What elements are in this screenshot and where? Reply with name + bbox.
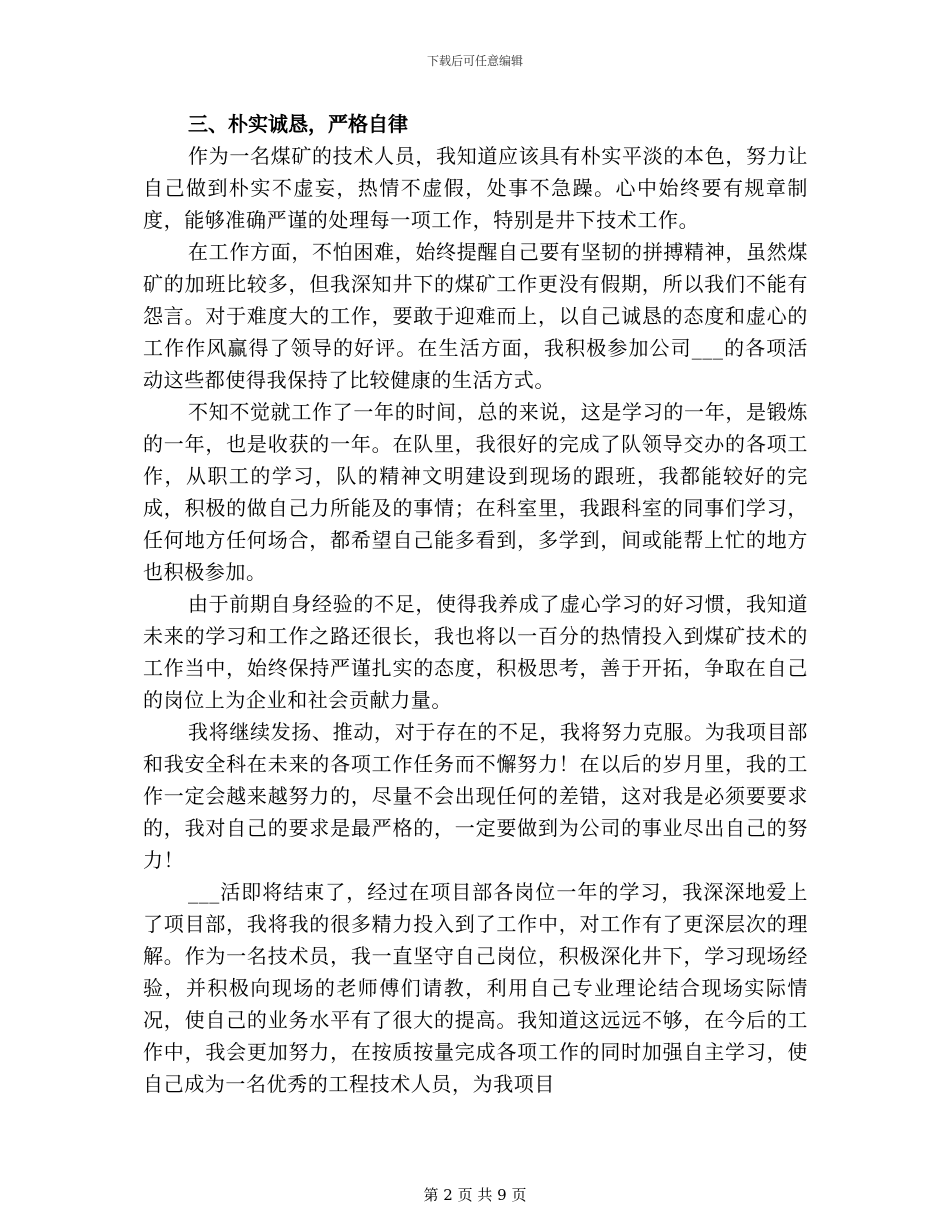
paragraph-3: 不知不觉就工作了一年的时间，总的来说，这是学习的一年，是锻炼的一年，也是收获的一年。在队里，我很好的完成了队领导交办的各项工作，从职工的学习，队的精神文明建设到现场的跟班，我都能较好的完成，积极的做自己力所能及的事情；在科室里，我跟科室的同事们学习，任何地方任何场合，都希望自己能多看到，多学到，间或能帮上忙的地方也积极参加。 xyxy=(143,400,808,584)
paragraph-1: 作为一名煤矿的技术人员，我知道应该具有朴实平淡的本色，努力让自己做到朴实不虚妄，热情不虚假，处事不急躁。心中始终要有规章制度，能够准确严谨的处理每一项工作，特别是井下技术工作。 xyxy=(143,144,808,232)
paragraph-5: 我将继续发扬、推动，对于存在的不足，我将努力克服。为我项目部和我安全科在未来的各项工作任务而不懈努力！在以后的岁月里，我的工作一定会越来越努力的，尽量不会出现任何的差错，这对我是必须要要求的，我对自己的要求是最严格的，一定要做到为公司的事业尽出自己的努力！ xyxy=(143,720,808,872)
page-header: 下载后可任意编辑 xyxy=(426,54,523,68)
paragraph-4: 由于前期自身经验的不足，使得我养成了虚心学习的好习惯，我知道未来的学习和工作之路还很长，我也将以一百分的热情投入到煤矿技术的工作当中，始终保持严谨扎实的态度，积极思考，善于开拓，争取在自己的岗位上为企业和社会贡献力量。 xyxy=(143,592,808,712)
page-number-footer: 第 2 页 共 9 页 xyxy=(423,1186,527,1204)
section-heading: 三、朴实诚恳，严格自律 xyxy=(188,112,408,136)
paragraph-2: 在工作方面，不怕困难，始终提醒自己要有坚韧的拼搏精神，虽然煤矿的加班比较多，但我深知井下的煤矿工作更没有假期，所以我们不能有怨言。对于难度大的工作，要敢于迎难而上，以自己诚恳的态度和虚心的工作作风赢得了领导的好评。在生活方面，我积极参加公司___的各项活动这些都使得我保持了比较健康的生活方式。 xyxy=(143,240,808,392)
document-body xyxy=(143,108,808,1100)
paragraph-6: ___活即将结束了，经过在项目部各岗位一年的学习，我深深地爱上了项目部，我将我的很多精力投入到了工作中，对工作有了更深层次的理解。作为一名技术员，我一直坚守自己岗位，积极深化井下，学习现场经验，并积极向现场的老师傅们请教，利用自己专业理论结合现场实际情况，使自己的业务水平有了很大的提高。我知道这远远不够，在今后的工作中，我会更加努力，在按质按量完成各项工作的同时加强自主学习，使自己成为一名优秀的工程技术人员，为我项目 xyxy=(143,880,808,1096)
